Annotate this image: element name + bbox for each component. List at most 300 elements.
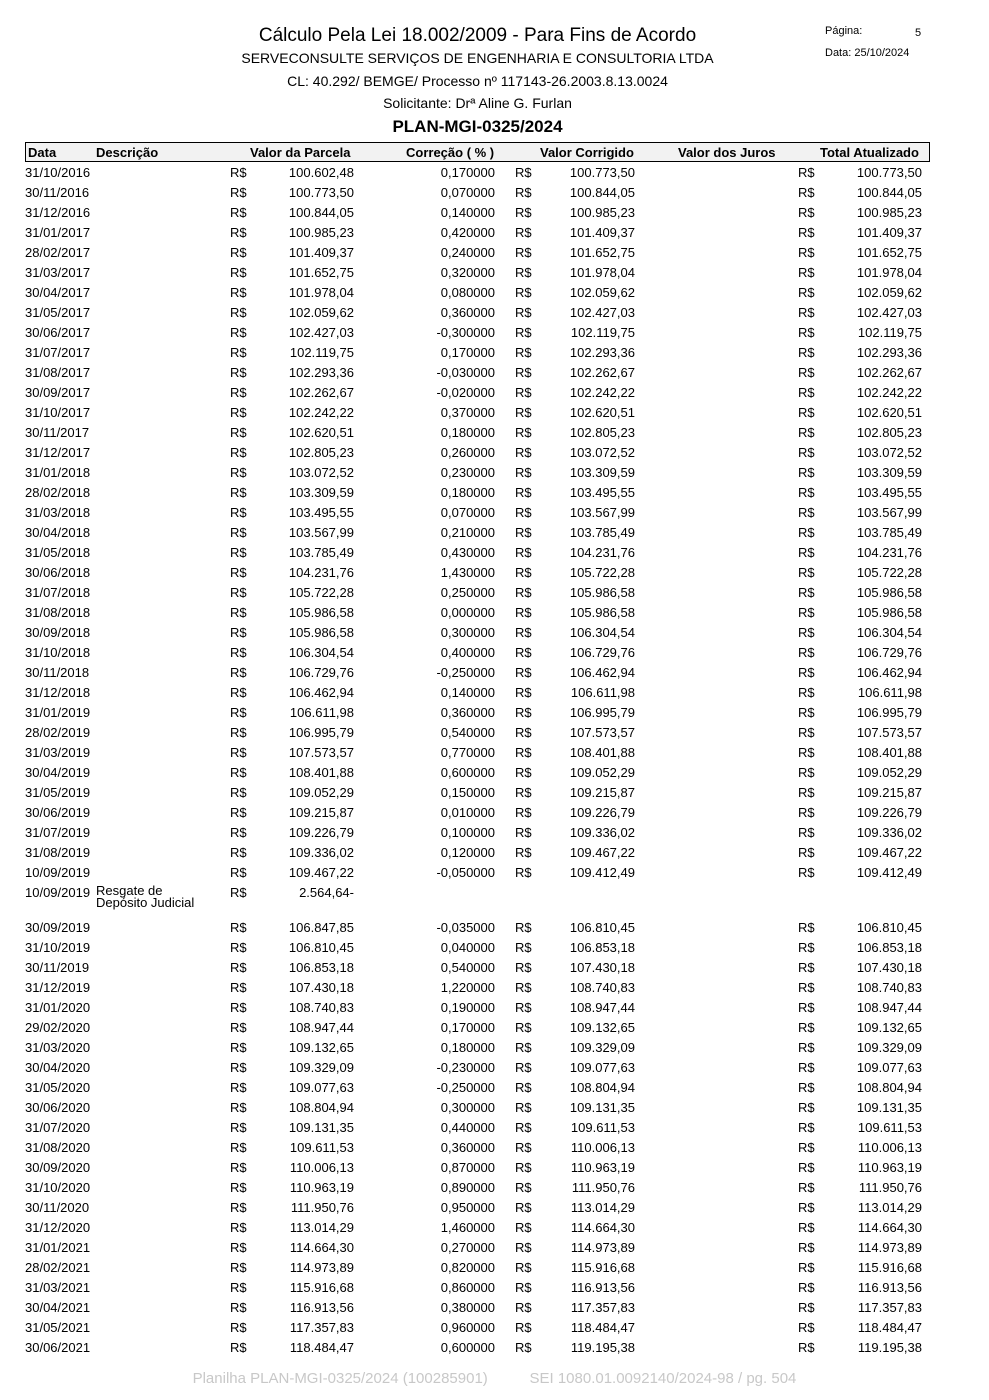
- cell-correcao: 0,540000: [440, 725, 495, 740]
- cell-valor-parcela: 108.804,94: [288, 1100, 354, 1115]
- cell-date: 31/01/2020: [25, 1000, 91, 1015]
- cell-valor-corrigido: 108.804,94: [569, 1080, 635, 1095]
- cell-currency-valor: R$: [230, 885, 247, 900]
- cell-total-atualizado: 101.978,04: [856, 265, 922, 280]
- cell-currency-total: R$: [798, 245, 815, 260]
- cell-currency-valor: R$: [230, 285, 247, 300]
- table-row: [0, 522, 989, 542]
- cell-currency-total: R$: [798, 1220, 815, 1235]
- cell-correcao: 0,860000: [440, 1280, 495, 1295]
- cell-date: 31/08/2020: [25, 1140, 91, 1155]
- cell-currency-corrigido: R$: [515, 645, 532, 660]
- cell-correcao: 0,600000: [440, 765, 495, 780]
- cell-correcao: -0,020000: [436, 385, 495, 400]
- cell-currency-valor: R$: [230, 365, 247, 380]
- cell-total-atualizado: 106.729,76: [856, 645, 922, 660]
- cell-valor-corrigido: 106.462,94: [569, 665, 635, 680]
- cell-correcao: 0,180000: [440, 425, 495, 440]
- cell-date: 28/02/2019: [25, 725, 91, 740]
- cell-valor-corrigido: 101.652,75: [569, 245, 635, 260]
- table-row: [0, 782, 989, 802]
- cell-valor-corrigido: 103.072,52: [569, 445, 635, 460]
- cell-currency-corrigido: R$: [515, 785, 532, 800]
- cell-valor-parcela: 102.293,36: [288, 365, 354, 380]
- requester-line: Solicitante: Drª Aline G. Furlan: [383, 95, 572, 111]
- cell-valor-parcela: 103.495,55: [288, 505, 354, 520]
- table-row: [0, 822, 989, 842]
- cell-currency-total: R$: [798, 805, 815, 820]
- cell-currency-total: R$: [798, 845, 815, 860]
- table-row: [0, 382, 989, 402]
- column-header-correcao: Correção ( % ): [406, 145, 495, 160]
- cell-date: 30/04/2018: [25, 525, 91, 540]
- cell-correcao: 0,140000: [440, 685, 495, 700]
- document-date: Data: 25/10/2024: [825, 47, 910, 59]
- table-row: [0, 997, 989, 1017]
- cell-date: 31/05/2019: [25, 785, 91, 800]
- cell-total-atualizado: 108.740,83: [856, 980, 922, 995]
- cell-valor-corrigido: 105.722,28: [569, 565, 635, 580]
- cell-date: 31/01/2017: [25, 225, 91, 240]
- cell-currency-corrigido: R$: [515, 665, 532, 680]
- cell-correcao: 0,360000: [440, 1140, 495, 1155]
- cell-date: 30/04/2017: [25, 285, 91, 300]
- cell-valor-corrigido: 109.611,53: [570, 1120, 635, 1135]
- cell-date: 28/02/2021: [25, 1260, 91, 1275]
- cell-date: 30/06/2020: [25, 1100, 91, 1115]
- cell-valor-parcela: 109.336,02: [288, 845, 354, 860]
- cell-valor-parcela: 108.740,83: [288, 1000, 354, 1015]
- table-row: [0, 702, 989, 722]
- table-row: [0, 1197, 989, 1217]
- table-row: [0, 602, 989, 622]
- table-row: [0, 642, 989, 662]
- cell-currency-corrigido: R$: [515, 1200, 532, 1215]
- cell-date: 30/09/2019: [25, 920, 91, 935]
- cell-valor-parcela: 106.853,18: [288, 960, 354, 975]
- cell-currency-total: R$: [798, 1040, 815, 1055]
- cell-currency-total: R$: [798, 1120, 815, 1135]
- cell-currency-total: R$: [798, 920, 815, 935]
- cell-valor-corrigido: 102.805,23: [569, 425, 635, 440]
- cell-correcao: 0,150000: [440, 785, 495, 800]
- cell-currency-total: R$: [798, 1180, 815, 1195]
- cell-date: 31/12/2017: [25, 445, 91, 460]
- table-row: [0, 977, 989, 997]
- cell-valor-corrigido: 102.262,67: [569, 365, 635, 380]
- cell-correcao: 0,870000: [440, 1160, 495, 1175]
- cell-currency-corrigido: R$: [515, 725, 532, 740]
- cell-currency-valor: R$: [230, 1180, 247, 1195]
- cell-currency-corrigido: R$: [515, 1220, 532, 1235]
- cell-date: 10/09/2019: [25, 885, 91, 900]
- cell-date: 28/02/2017: [25, 245, 91, 260]
- cell-valor-parcela: 103.567,99: [288, 525, 354, 540]
- cell-date: 31/08/2018: [25, 605, 91, 620]
- cell-valor-parcela: 106.847,85: [288, 920, 354, 935]
- cell-currency-valor: R$: [230, 1200, 247, 1215]
- cell-currency-total: R$: [798, 545, 815, 560]
- table-row: [0, 862, 989, 882]
- cell-currency-total: R$: [798, 345, 815, 360]
- cell-date: 31/01/2019: [25, 705, 91, 720]
- cell-currency-total: R$: [798, 1200, 815, 1215]
- cell-currency-total: R$: [798, 325, 815, 340]
- cell-total-atualizado: 109.215,87: [856, 785, 922, 800]
- cell-currency-corrigido: R$: [515, 305, 532, 320]
- cell-currency-corrigido: R$: [515, 1340, 532, 1355]
- cell-currency-corrigido: R$: [515, 585, 532, 600]
- process-line: CL: 40.292/ BEMGE/ Processo nº 117143-26.2003.8.13.0024: [287, 73, 668, 89]
- cell-currency-valor: R$: [230, 665, 247, 680]
- cell-valor-corrigido: 103.567,99: [569, 505, 635, 520]
- cell-correcao: 0,170000: [440, 345, 495, 360]
- cell-currency-valor: R$: [230, 265, 247, 280]
- cell-date: 31/07/2017: [25, 345, 91, 360]
- cell-currency-total: R$: [798, 1240, 815, 1255]
- cell-valor-corrigido: 102.620,51: [569, 405, 635, 420]
- company-name: SERVECONSULTE SERVIÇOS DE ENGENHARIA E CONSULTORIA LTDA: [241, 50, 714, 66]
- cell-total-atualizado: 102.427,03: [856, 305, 922, 320]
- cell-currency-total: R$: [798, 445, 815, 460]
- cell-correcao: 0,440000: [440, 1120, 495, 1135]
- cell-currency-corrigido: R$: [515, 185, 532, 200]
- cell-total-atualizado: 102.293,36: [856, 345, 922, 360]
- cell-currency-total: R$: [798, 960, 815, 975]
- cell-valor-parcela: 114.664,30: [289, 1240, 354, 1255]
- cell-currency-valor: R$: [230, 1220, 247, 1235]
- cell-currency-corrigido: R$: [515, 165, 532, 180]
- cell-correcao: 0,360000: [440, 705, 495, 720]
- cell-valor-corrigido: 119.195,38: [570, 1340, 635, 1355]
- cell-valor-parcela: 102.262,67: [288, 385, 354, 400]
- table-row: [0, 1317, 989, 1337]
- cell-currency-corrigido: R$: [515, 385, 532, 400]
- table-row: [0, 1157, 989, 1177]
- cell-valor-corrigido: 110.963,19: [570, 1160, 635, 1175]
- cell-valor-corrigido: 109.226,79: [569, 805, 635, 820]
- cell-currency-total: R$: [798, 1260, 815, 1275]
- cell-currency-corrigido: R$: [515, 325, 532, 340]
- cell-currency-total: R$: [798, 765, 815, 780]
- cell-currency-total: R$: [798, 1320, 815, 1335]
- cell-valor-corrigido: 107.430,18: [569, 960, 635, 975]
- page-number: 5: [915, 27, 922, 39]
- cell-currency-valor: R$: [230, 960, 247, 975]
- cell-total-atualizado: 109.329,09: [856, 1040, 922, 1055]
- cell-valor-corrigido: 106.611,98: [570, 685, 635, 700]
- cell-currency-total: R$: [798, 1340, 815, 1355]
- cell-correcao: -0,035000: [436, 920, 495, 935]
- cell-correcao: 0,040000: [440, 940, 495, 955]
- table-row: [0, 342, 989, 362]
- cell-currency-valor: R$: [230, 305, 247, 320]
- cell-currency-valor: R$: [230, 845, 247, 860]
- cell-total-atualizado: 102.059,62: [856, 285, 922, 300]
- table-row: [0, 542, 989, 562]
- table-row: [0, 1057, 989, 1077]
- cell-currency-total: R$: [798, 665, 815, 680]
- cell-date: 30/04/2020: [25, 1060, 91, 1075]
- cell-total-atualizado: 102.242,22: [856, 385, 922, 400]
- cell-date: 30/06/2018: [25, 565, 91, 580]
- cell-valor-parcela: 102.427,03: [288, 325, 354, 340]
- cell-date: 31/08/2017: [25, 365, 91, 380]
- cell-valor-parcela: 117.357,83: [289, 1320, 354, 1335]
- cell-valor-corrigido: 110.006,13: [570, 1140, 635, 1155]
- column-header-valor-corrigido: Valor Corrigido: [540, 145, 634, 160]
- cell-valor-corrigido: 111.950,76: [571, 1180, 635, 1195]
- table-row: [0, 502, 989, 522]
- cell-currency-corrigido: R$: [515, 765, 532, 780]
- cell-currency-corrigido: R$: [515, 1040, 532, 1055]
- cell-valor-parcela: 102.242,22: [288, 405, 354, 420]
- cell-currency-valor: R$: [230, 565, 247, 580]
- cell-valor-parcela: 102.059,62: [288, 305, 354, 320]
- cell-currency-valor: R$: [230, 1020, 247, 1035]
- cell-currency-valor: R$: [230, 940, 247, 955]
- cell-currency-corrigido: R$: [515, 1260, 532, 1275]
- cell-currency-valor: R$: [230, 385, 247, 400]
- cell-valor-parcela: 107.430,18: [288, 980, 354, 995]
- cell-valor-corrigido: 106.810,45: [569, 920, 635, 935]
- cell-currency-valor: R$: [230, 765, 247, 780]
- cell-date: 31/01/2018: [25, 465, 91, 480]
- cell-currency-corrigido: R$: [515, 845, 532, 860]
- cell-total-atualizado: 102.620,51: [856, 405, 922, 420]
- cell-correcao: 0,240000: [440, 245, 495, 260]
- column-header-descricao: Descrição: [96, 145, 159, 160]
- cell-date: 31/12/2020: [25, 1220, 91, 1235]
- cell-currency-total: R$: [798, 305, 815, 320]
- cell-total-atualizado: 109.131,35: [856, 1100, 922, 1115]
- cell-currency-corrigido: R$: [515, 1280, 532, 1295]
- cell-currency-corrigido: R$: [515, 345, 532, 360]
- cell-total-atualizado: 109.467,22: [856, 845, 922, 860]
- cell-valor-corrigido: 101.978,04: [569, 265, 635, 280]
- cell-valor-corrigido: 109.077,63: [569, 1060, 635, 1075]
- cell-total-atualizado: 105.986,58: [856, 605, 922, 620]
- cell-total-atualizado: 114.664,30: [857, 1220, 922, 1235]
- cell-currency-valor: R$: [230, 1060, 247, 1075]
- cell-valor-corrigido: 105.986,58: [569, 585, 635, 600]
- cell-currency-corrigido: R$: [515, 465, 532, 480]
- cell-currency-total: R$: [798, 1100, 815, 1115]
- footer-sheet-id: Planilha PLAN-MGI-0325/2024 (100285901): [192, 1370, 488, 1387]
- cell-total-atualizado: 119.195,38: [857, 1340, 922, 1355]
- cell-date: 31/12/2019: [25, 980, 91, 995]
- cell-currency-valor: R$: [230, 725, 247, 740]
- cell-currency-valor: R$: [230, 165, 247, 180]
- cell-valor-corrigido: 102.059,62: [569, 285, 635, 300]
- cell-currency-valor: R$: [230, 205, 247, 220]
- cell-total-atualizado: 106.810,45: [856, 920, 922, 935]
- cell-total-atualizado: 109.132,65: [856, 1020, 922, 1035]
- cell-currency-total: R$: [798, 205, 815, 220]
- cell-currency-valor: R$: [230, 1280, 247, 1295]
- cell-correcao: 0,010000: [440, 805, 495, 820]
- cell-correcao: 0,170000: [440, 1020, 495, 1035]
- cell-total-atualizado: 109.052,29: [856, 765, 922, 780]
- cell-valor-corrigido: 108.947,44: [569, 1000, 635, 1015]
- table-row: [0, 1177, 989, 1197]
- cell-currency-valor: R$: [230, 445, 247, 460]
- cell-total-atualizado: 100.773,50: [856, 165, 922, 180]
- report-title: Cálculo Pela Lei 18.002/2009 - Para Fins de Acordo: [258, 25, 697, 46]
- cell-total-atualizado: 109.412,49: [856, 865, 922, 880]
- table-row: [0, 1037, 989, 1057]
- cell-total-atualizado: 106.304,54: [856, 625, 922, 640]
- cell-currency-valor: R$: [230, 525, 247, 540]
- cell-date: 31/03/2020: [25, 1040, 91, 1055]
- cell-valor-parcela: 109.131,35: [288, 1120, 354, 1135]
- cell-correcao: 0,250000: [440, 585, 495, 600]
- cell-total-atualizado: 105.722,28: [856, 565, 922, 580]
- cell-currency-total: R$: [798, 725, 815, 740]
- table-row: [0, 802, 989, 822]
- table-row: [0, 917, 989, 937]
- cell-correcao: 0,170000: [440, 165, 495, 180]
- cell-valor-parcela: 101.978,04: [288, 285, 354, 300]
- cell-currency-valor: R$: [230, 545, 247, 560]
- cell-currency-corrigido: R$: [515, 745, 532, 760]
- cell-correcao: -0,050000: [436, 865, 495, 880]
- cell-date: 31/03/2019: [25, 745, 91, 760]
- cell-date: 31/10/2016: [25, 165, 91, 180]
- cell-valor-parcela: 102.119,75: [289, 345, 354, 360]
- cell-date: 30/11/2020: [25, 1200, 90, 1215]
- cell-currency-total: R$: [798, 505, 815, 520]
- table-row: [0, 302, 989, 322]
- cell-currency-valor: R$: [230, 465, 247, 480]
- cell-currency-valor: R$: [230, 685, 247, 700]
- cell-total-atualizado: 106.995,79: [856, 705, 922, 720]
- cell-correcao: 0,430000: [440, 545, 495, 560]
- cell-valor-corrigido: 109.052,29: [569, 765, 635, 780]
- cell-currency-total: R$: [798, 405, 815, 420]
- table-row: [0, 682, 989, 702]
- table-row: [0, 1117, 989, 1137]
- cell-currency-corrigido: R$: [515, 1100, 532, 1115]
- cell-correcao: -0,300000: [436, 325, 495, 340]
- cell-valor-parcela: 103.309,59: [288, 485, 354, 500]
- cell-currency-valor: R$: [230, 245, 247, 260]
- cell-correcao: 0,120000: [440, 845, 495, 860]
- cell-date: 30/06/2019: [25, 805, 91, 820]
- cell-description: Resgate de Depósito Judicial: [96, 883, 195, 910]
- cell-valor-parcela: 100.844,05: [288, 205, 354, 220]
- table-row: [0, 422, 989, 442]
- cell-total-atualizado: 100.985,23: [856, 205, 922, 220]
- column-header-valor-juros: Valor dos Juros: [678, 145, 776, 160]
- cell-currency-total: R$: [798, 285, 815, 300]
- cell-currency-total: R$: [798, 1160, 815, 1175]
- table-row: [0, 582, 989, 602]
- cell-currency-valor: R$: [230, 1080, 247, 1095]
- cell-total-atualizado: 118.484,47: [857, 1320, 922, 1335]
- cell-date: 31/03/2018: [25, 505, 91, 520]
- cell-total-atualizado: 109.611,53: [857, 1120, 922, 1135]
- cell-correcao: 0,950000: [440, 1200, 495, 1215]
- page-label: Página:: [825, 25, 863, 37]
- cell-currency-valor: R$: [230, 585, 247, 600]
- cell-currency-corrigido: R$: [515, 940, 532, 955]
- cell-correcao: 0,420000: [440, 225, 495, 240]
- cell-currency-valor: R$: [230, 785, 247, 800]
- cell-currency-valor: R$: [230, 1100, 247, 1115]
- cell-valor-parcela: 105.986,58: [288, 625, 354, 640]
- cell-valor-corrigido: 115.916,68: [570, 1260, 635, 1275]
- cell-date: 30/11/2018: [25, 665, 90, 680]
- cell-valor-corrigido: 118.484,47: [570, 1320, 635, 1335]
- cell-currency-corrigido: R$: [515, 285, 532, 300]
- cell-valor-parcela: 109.077,63: [288, 1080, 354, 1095]
- table-row: [0, 462, 989, 482]
- cell-currency-total: R$: [798, 865, 815, 880]
- table-row: [0, 262, 989, 282]
- cell-date: 30/06/2017: [25, 325, 91, 340]
- cell-currency-corrigido: R$: [515, 1060, 532, 1075]
- cell-currency-corrigido: R$: [515, 225, 532, 240]
- cell-total-atualizado: 110.963,19: [857, 1160, 922, 1175]
- cell-valor-corrigido: 100.985,23: [569, 205, 635, 220]
- cell-currency-corrigido: R$: [515, 1020, 532, 1035]
- cell-valor-corrigido: 106.995,79: [569, 705, 635, 720]
- cell-currency-valor: R$: [230, 645, 247, 660]
- cell-currency-corrigido: R$: [515, 1240, 532, 1255]
- cell-valor-corrigido: 109.329,09: [569, 1040, 635, 1055]
- cell-valor-corrigido: 105.986,58: [569, 605, 635, 620]
- cell-date: 30/09/2017: [25, 385, 91, 400]
- cell-currency-total: R$: [798, 565, 815, 580]
- cell-total-atualizado: 104.231,76: [856, 545, 922, 560]
- table-row: [0, 362, 989, 382]
- cell-correcao: 0,890000: [440, 1180, 495, 1195]
- cell-valor-corrigido: 103.785,49: [569, 525, 635, 540]
- cell-correcao: 0,190000: [440, 1000, 495, 1015]
- cell-valor-parcela: 101.409,37: [288, 245, 354, 260]
- cell-total-atualizado: 107.430,18: [856, 960, 922, 975]
- cell-correcao: 1,430000: [440, 565, 495, 580]
- table-row: [0, 322, 989, 342]
- table-row: [0, 242, 989, 262]
- cell-correcao: 0,000000: [440, 605, 495, 620]
- table-row: [0, 882, 989, 917]
- cell-valor-corrigido: 101.409,37: [569, 225, 635, 240]
- cell-total-atualizado: 106.462,94: [856, 665, 922, 680]
- cell-valor-parcela: 103.785,49: [288, 545, 354, 560]
- cell-valor-corrigido: 106.853,18: [569, 940, 635, 955]
- cell-valor-corrigido: 100.773,50: [569, 165, 635, 180]
- cell-valor-corrigido: 114.664,30: [570, 1220, 635, 1235]
- cell-valor-parcela: 2.564,64-: [299, 885, 354, 900]
- cell-date: 29/02/2020: [25, 1020, 91, 1035]
- cell-currency-corrigido: R$: [515, 445, 532, 460]
- cell-valor-parcela: 105.722,28: [288, 585, 354, 600]
- cell-currency-total: R$: [798, 1080, 815, 1095]
- cell-date: 31/10/2017: [25, 405, 91, 420]
- cell-currency-total: R$: [798, 980, 815, 995]
- cell-total-atualizado: 105.986,58: [856, 585, 922, 600]
- cell-valor-parcela: 100.602,48: [288, 165, 354, 180]
- cell-currency-total: R$: [798, 1000, 815, 1015]
- cell-currency-total: R$: [798, 705, 815, 720]
- cell-date: 31/12/2016: [25, 205, 91, 220]
- cell-currency-total: R$: [798, 485, 815, 500]
- cell-currency-corrigido: R$: [515, 1160, 532, 1175]
- cell-currency-total: R$: [798, 745, 815, 760]
- cell-date: 28/02/2018: [25, 485, 91, 500]
